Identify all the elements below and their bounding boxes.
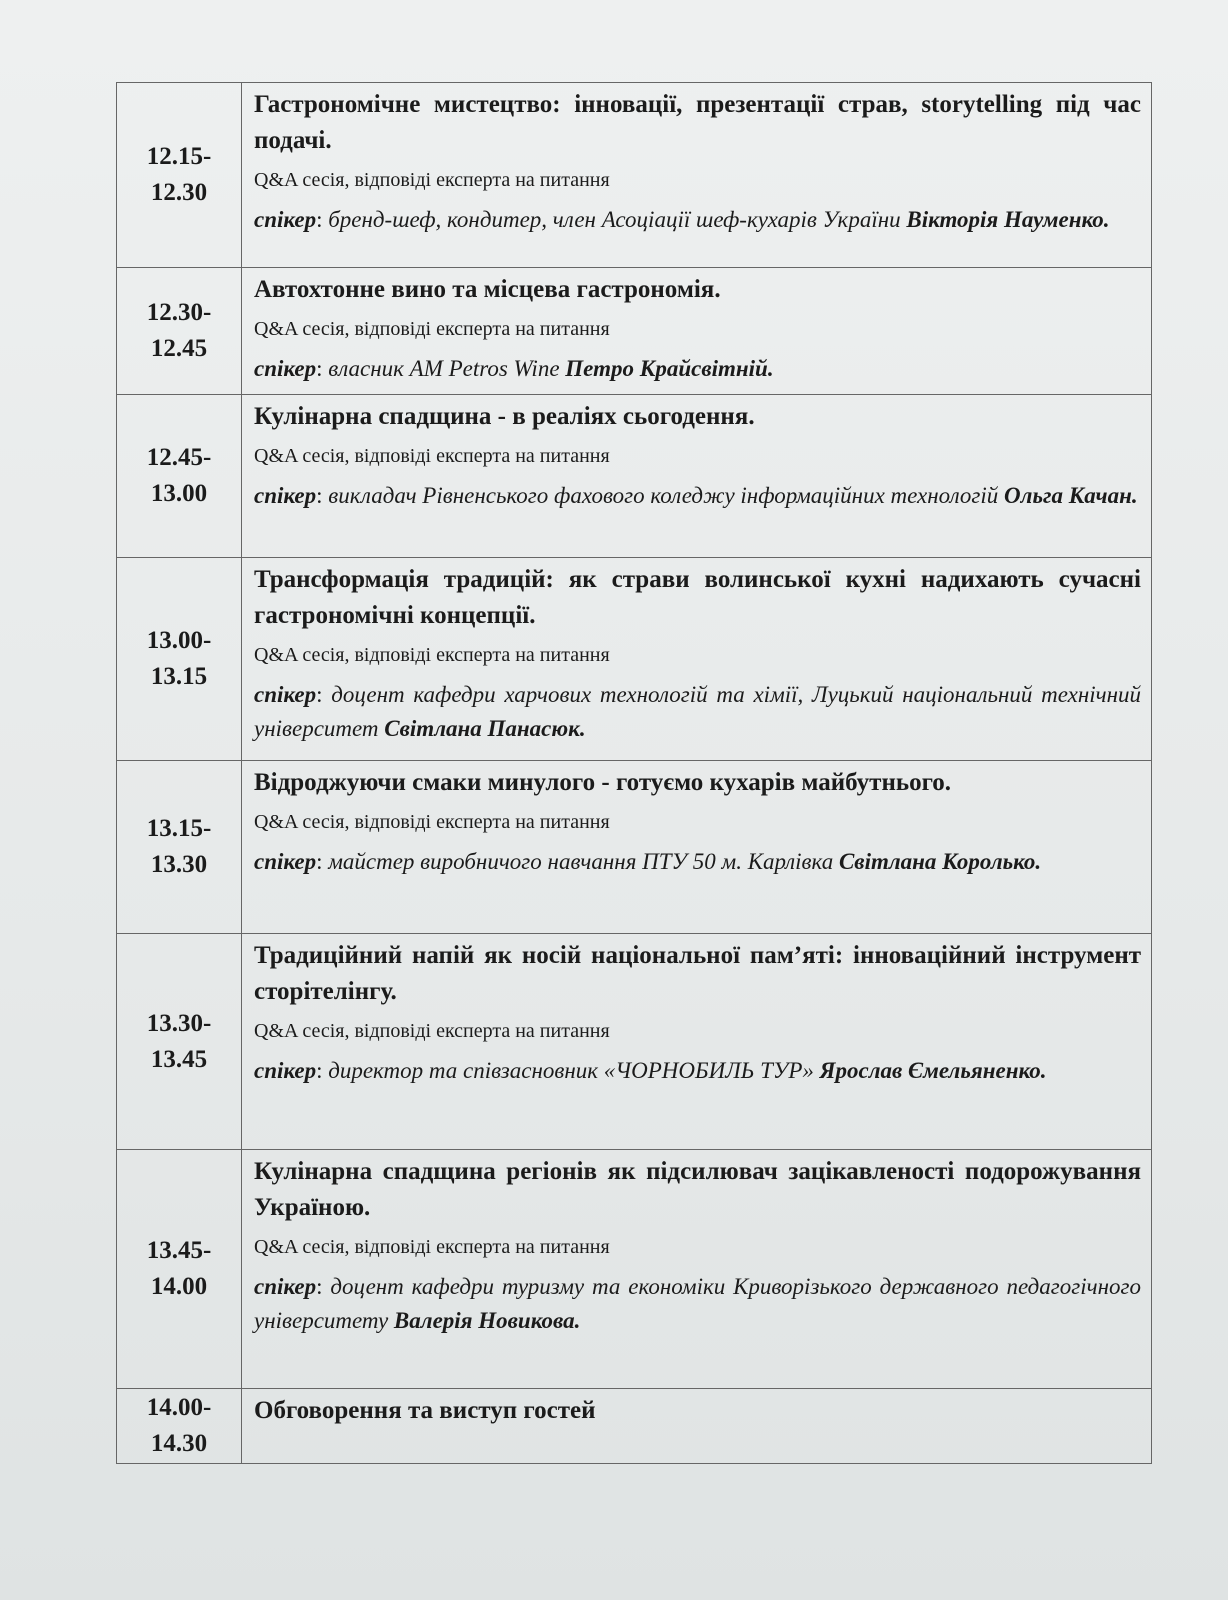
session-speaker: спікер: бренд-шеф, кондитер, член Асоціації шеф-кухарів України Вікторія Науменко. [254,207,1110,232]
session-qa: Q&A сесія, відповіді експерта на питання [254,1020,610,1042]
speaker-description: власник AM Petros Wine [328,356,560,381]
speaker-name: Світлана Панасюк. [384,716,586,741]
session-title: Гастрономічне мистецтво: інновації, презентації страв, storytelling під час подачі. [254,91,1141,154]
time-end: 13.00 [150,480,208,507]
time-end: 13.15 [150,663,208,690]
schedule-row [117,268,1152,395]
time-end: 13.30 [150,851,208,878]
session-time [117,1150,242,1389]
speaker-name: Світлана Королько. [838,849,1042,874]
time-end: 12.30 [150,179,208,206]
session-title: Традиційний напій як носій національної пам’яті: інноваційний інструмент сторітелінгу. [254,942,1141,1005]
session-speaker: спікер: майстер виробничого навчання ПТУ 50 м. Карлівка Світлана Королько. [254,849,1042,874]
speaker-label: спікер [254,483,317,508]
time-start: 13.15- [146,815,212,842]
time-start: 12.15- [146,143,212,170]
speaker-name: Петро Крайсвітній. [565,356,774,381]
time-end: 12.45 [150,335,208,362]
session-speaker: спікер: власник AM Petros Wine Петро Крайсвітній. [254,356,774,381]
speaker-name: Ярослав Ємельяненко. [819,1058,1047,1083]
session-title: Відроджуючи смаки минулого - готуємо кухарів майбутнього. [254,769,952,796]
time-start: 14.00- [146,1394,212,1421]
session-content [242,268,1152,395]
time-start: 12.45- [146,444,212,471]
session-qa: Q&A сесія, відповіді експерта на питання [254,1236,610,1258]
session-speaker: спікер: викладач Рівненського фахового коледжу інформаційних технологій Ольга Качан. [254,483,1138,508]
speaker-label: спікер [254,356,317,381]
session-speaker: спікер: доцент кафедри туризму та економіки Криворізького державного педагогічного університету Валерія Новикова. [254,1274,1141,1333]
speaker-name: Ольга Качан. [1004,483,1138,508]
session-time [117,83,242,268]
schedule-row [117,761,1152,934]
session-time [117,268,242,395]
session-time [117,558,242,761]
time-start: 13.00- [146,627,212,654]
session-title: Обговорення та виступ гостей [254,1397,596,1424]
session-title: Автохтонне вино та місцева гастрономія. [254,276,721,303]
session-title: Кулінарна спадщина регіонів як підсилювач зацікавленості подорожування Україною. [254,1158,1141,1221]
schedule-table [116,82,1152,1464]
time-end: 13.45 [150,1045,208,1073]
session-content [242,934,1152,1150]
time-end: 14.00 [150,1273,208,1300]
speaker-description: майстер виробничого навчання ПТУ 50 м. Карлівка [328,849,834,874]
session-time [117,1389,242,1464]
speaker-label: спікер [254,207,317,232]
speaker-name: Валерія Новикова. [393,1308,581,1333]
schedule-row-final [117,1389,1152,1464]
session-time [117,761,242,934]
session-qa: Q&A сесія, відповіді експерта на питання [254,811,610,833]
speaker-description: викладач Рівненського фахового коледжу інформаційних технологій [328,483,999,508]
schedule-row [117,1150,1152,1389]
time-end: 14.30 [150,1430,208,1457]
time-start: 13.45- [146,1237,212,1264]
session-content [242,558,1152,761]
time-start: 12.30- [146,299,212,326]
speaker-label: спікер [254,1274,317,1299]
session-qa: Q&A сесія, відповіді експерта на питання [254,169,610,191]
speaker-label: спікер [254,1058,317,1083]
time-start: 13.30- [146,1009,212,1037]
speaker-description: бренд-шеф, кондитер, член Асоціації шеф-кухарів України [328,207,901,232]
speaker-description: доцент кафедри туризму та економіки Криворізького державного педагогічного університету [254,1274,1141,1333]
speaker-description: директор та співзасновник «ЧОРНОБИЛЬ ТУР» [328,1058,814,1083]
session-qa: Q&A сесія, відповіді експерта на питання [254,644,610,666]
session-content [242,395,1152,558]
speaker-label: спікер [254,682,317,707]
session-content [242,1150,1152,1389]
speaker-description: доцент кафедри харчових технологій та хімії, Луцький національний технічний університет [254,682,1142,741]
schedule-row [117,83,1152,268]
session-speaker: спікер: доцент кафедри харчових технологій та хімії, Луцький національний технічний університет Світлана Панасюк. [254,682,1142,741]
session-content [242,761,1152,934]
schedule-row [117,934,1152,1150]
session-qa: Q&A сесія, відповіді експерта на питання [254,445,610,467]
speaker-name: Вікторія Науменко. [906,207,1110,232]
schedule-row [117,395,1152,558]
session-speaker: спікер: директор та співзасновник «ЧОРНОБИЛЬ ТУР» Ярослав Ємельяненко. [254,1058,1047,1083]
session-time [117,934,242,1150]
session-qa: Q&A сесія, відповіді експерта на питання [254,318,610,340]
schedule-row [117,558,1152,761]
session-time [117,395,242,558]
session-content [242,83,1152,268]
session-title: Трансформація традицій: як страви волинської кухні надихають сучасні гастрономічні концепції. [254,566,1141,629]
session-content [242,1389,1152,1464]
speaker-label: спікер [254,849,317,874]
session-title: Кулінарна спадщина - в реаліях сьогодення. [254,403,755,430]
